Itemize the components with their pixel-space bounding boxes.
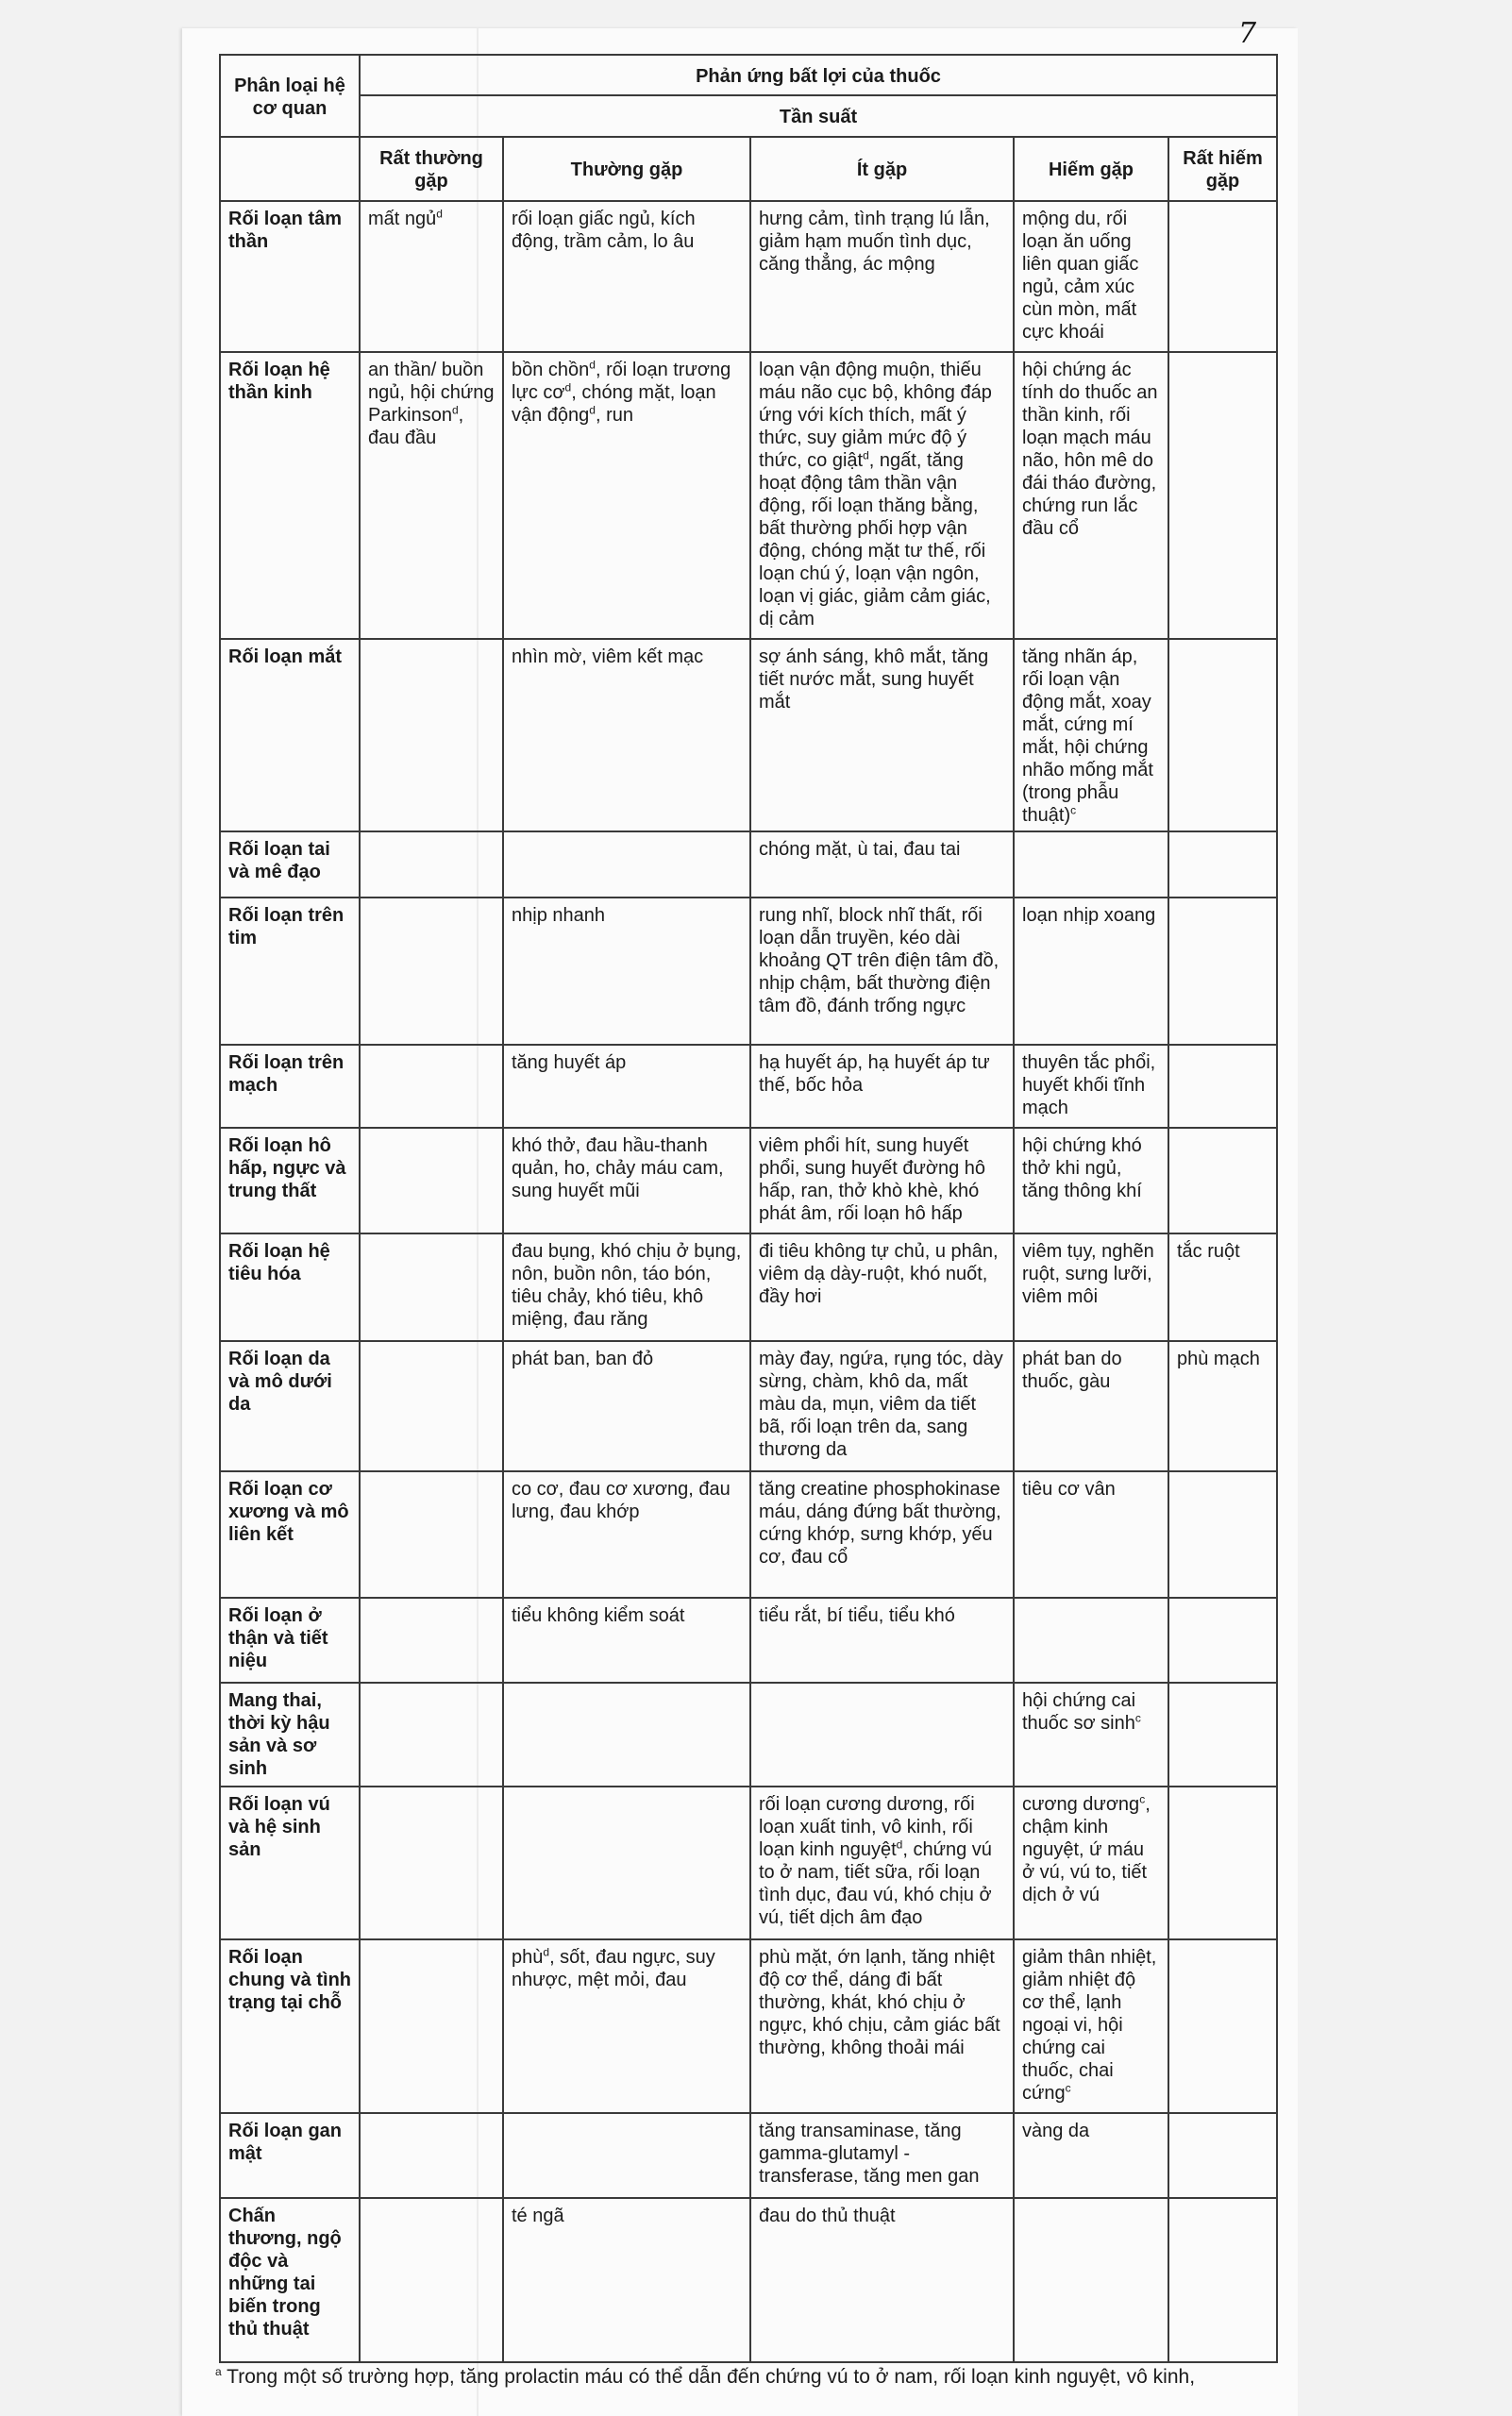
cell-text: , chậm kinh nguyệt, ứ máu ở vú, vú to, tiết dịch ở vú (1022, 1794, 1151, 1905)
organ-class-cell: Rối loạn hệ thần kinh (220, 352, 360, 639)
cell-text: loạn vận động muộn, thiếu máu não cục bộ, không đáp ứng với kích thích, mất ý thức, suy giảm mức độ ý thức, co giật (759, 360, 992, 471)
organ-class-cell: Mang thai, thời kỳ hậu sản và sơ sinh (220, 1683, 360, 1787)
very-common-cell (360, 1598, 503, 1683)
cell-text: loạn nhịp xoang (1022, 905, 1156, 926)
very-rare-cell (1168, 1128, 1277, 1233)
very-common-cell (360, 1233, 503, 1341)
rare-cell (1014, 898, 1168, 1045)
very-rare-cell (1168, 898, 1277, 1045)
common-cell (503, 2198, 750, 2362)
cell-text: khó thở, đau hầu-thanh quản, ho, chảy máu cam, sung huyết mũi (512, 1135, 724, 1201)
organ-class-cell: Rối loạn da và mô dưới da (220, 1341, 360, 1471)
organ-class-cell: Rối loạn trên tim (220, 898, 360, 1045)
very-rare-cell (1168, 201, 1277, 352)
footnote (215, 2365, 1291, 2390)
common-cell (503, 201, 750, 352)
rare-cell (1014, 352, 1168, 639)
common-cell (503, 1683, 750, 1787)
cell-text: cương dương (1022, 1794, 1140, 1815)
cell-text: giảm thân nhiệt, giảm nhiệt độ cơ thể, lạnh ngoại vi, hội chứng cai thuốc, chai cứng (1022, 1947, 1157, 2104)
cell-text: nhìn mờ, viêm kết mạc (512, 646, 704, 667)
footnote-text: Trong một số trường hợp, tăng prolactin máu có thể dẫn đến chứng vú to ở nam, rối loạn kinh nguyệt, vô kinh, (227, 2366, 1196, 2388)
organ-class-cell: Chấn thương, ngộ độc và những tai biến trong thủ thuật (220, 2198, 360, 2362)
cell-text: hội chứng ác tính do thuốc an thần kinh, rối loạn mạch máu não, hôn mê do đái tháo đường, chứng run lắc đầu cổ (1022, 360, 1158, 539)
very-common-cell (360, 2198, 503, 2362)
rare-cell (1014, 831, 1168, 898)
footnote-marker: a (215, 2365, 222, 2378)
cell-text: tiêu cơ vân (1022, 1479, 1116, 1500)
very-common-cell (360, 639, 503, 831)
very-rare-cell (1168, 1939, 1277, 2113)
cell-text: tăng transaminase, tăng gamma-glutamyl -transferase, tăng men gan (759, 2121, 980, 2187)
footnote-ref: c (1065, 2081, 1071, 2095)
common-cell (503, 352, 750, 639)
cell-text: té ngã (512, 2206, 564, 2226)
footnote-ref: c (1139, 1792, 1146, 1806)
footnote-ref: d (589, 358, 596, 372)
cell-text: , rối loạn trương lực cơ (512, 360, 731, 403)
uncommon-cell (750, 1598, 1014, 1683)
organ-class-cell: Rối loạn tâm thần (220, 201, 360, 352)
header-very-rare: Rất hiếm gặp (1168, 137, 1277, 201)
organ-class-cell: Rối loạn trên mạch (220, 1045, 360, 1128)
table-row (220, 1045, 1277, 1128)
table-body (220, 201, 1277, 2362)
organ-class-cell: Rối loạn ở thận và tiết niệu (220, 1598, 360, 1683)
cell-text: sợ ánh sáng, khô mắt, tăng tiết nước mắt, sung huyết mắt (759, 646, 989, 713)
table-row (220, 1598, 1277, 1683)
very-common-cell (360, 898, 503, 1045)
rare-cell (1014, 2198, 1168, 2362)
very-rare-cell (1168, 1787, 1277, 1939)
cell-text: phù mạch (1177, 1349, 1260, 1369)
uncommon-cell (750, 1341, 1014, 1471)
uncommon-cell (750, 639, 1014, 831)
page-number-mark: 7 (1238, 17, 1257, 50)
table-row (220, 1471, 1277, 1598)
cell-text: mộng du, rối loạn ăn uống liên quan giấc ngủ, cảm xúc cùn mòn, mất cực khoái (1022, 209, 1139, 343)
uncommon-cell (750, 352, 1014, 639)
very-common-cell (360, 1683, 503, 1787)
common-cell (503, 1598, 750, 1683)
cell-text: đi tiêu không tự chủ, u phân, viêm dạ dày-ruột, khó nuốt, đầy hơi (759, 1241, 999, 1307)
very-rare-cell (1168, 1341, 1277, 1471)
header-adr: Phản ứng bất lợi của thuốc (360, 55, 1277, 95)
very-common-cell (360, 1045, 503, 1128)
organ-class-cell: Rối loạn cơ xương và mô liên kết (220, 1471, 360, 1598)
very-common-cell (360, 201, 503, 352)
cell-text: chóng mặt, ù tai, đau tai (759, 839, 961, 860)
uncommon-cell (750, 1045, 1014, 1128)
uncommon-cell (750, 1939, 1014, 2113)
rare-cell (1014, 1683, 1168, 1787)
very-rare-cell (1168, 1045, 1277, 1128)
very-rare-cell (1168, 1233, 1277, 1341)
cell-text: tiểu không kiểm soát (512, 1605, 685, 1626)
table-row (220, 639, 1277, 831)
uncommon-cell (750, 1683, 1014, 1787)
cell-text: , chóng mặt, loạn vận động (512, 382, 716, 426)
rare-cell (1014, 1128, 1168, 1233)
uncommon-cell (750, 1471, 1014, 1598)
uncommon-cell (750, 898, 1014, 1045)
footnote-ref: d (564, 380, 572, 394)
cell-text: mày đay, ngứa, rụng tóc, dày sừng, chàm, khô da, mất màu da, mụn, viêm da tiết bã, rối loạn trên da, sang thương da (759, 1349, 1003, 1460)
cell-text: rối loạn cương dương, rối loạn xuất tinh, vô kinh, rối loạn kinh nguyệt (759, 1794, 975, 1860)
rare-cell (1014, 1471, 1168, 1598)
uncommon-cell (750, 201, 1014, 352)
very-common-cell (360, 831, 503, 898)
cell-text: rung nhĩ, block nhĩ thất, rối loạn dẫn truyền, kéo dài khoảng QT trên điện tâm đồ, nhịp chậm, bất thường điện tâm đồ, đánh trống ngực (759, 905, 1000, 1016)
organ-class-cell: Rối loạn chung và tình trạng tại chỗ (220, 1939, 360, 2113)
common-cell (503, 1045, 750, 1128)
footnote-ref: d (436, 207, 443, 221)
very-rare-cell (1168, 1598, 1277, 1683)
cell-text: rối loạn giấc ngủ, kích động, trầm cảm, lo âu (512, 209, 696, 252)
cell-text: phát ban, ban đỏ (512, 1349, 654, 1369)
very-common-cell (360, 1787, 503, 1939)
very-rare-cell (1168, 2198, 1277, 2362)
header-rare: Hiếm gặp (1014, 137, 1168, 201)
rare-cell (1014, 201, 1168, 352)
uncommon-cell (750, 2198, 1014, 2362)
cell-text: , sốt, đau ngực, suy nhược, mệt mỏi, đau (512, 1947, 715, 1990)
cell-text: đau do thủ thuật (759, 2206, 896, 2226)
cell-text: phù (512, 1947, 544, 1968)
cell-text: đau bụng, khó chịu ở bụng, nôn, buồn nôn, táo bón, tiêu chảy, khó tiêu, khô miệng, đau răng (512, 1241, 742, 1330)
very-common-cell (360, 1939, 503, 2113)
very-rare-cell (1168, 2113, 1277, 2198)
cell-text: hội chứng cai thuốc sơ sinh (1022, 1690, 1136, 1734)
very-rare-cell (1168, 352, 1277, 639)
footnote-ref: d (896, 1837, 903, 1852)
cell-text: , chứng vú to ở nam, tiết sữa, rối loạn tình dục, đau vú, khó chịu ở vú, tiết dịch âm đạo (759, 1839, 992, 1928)
table-row (220, 1341, 1277, 1471)
uncommon-cell (750, 831, 1014, 898)
very-rare-cell (1168, 831, 1277, 898)
common-cell (503, 639, 750, 831)
rare-cell (1014, 1787, 1168, 1939)
common-cell (503, 1233, 750, 1341)
organ-class-cell: Rối loạn mắt (220, 639, 360, 831)
very-common-cell (360, 1471, 503, 1598)
rare-cell (1014, 1939, 1168, 2113)
cell-text: vàng da (1022, 2121, 1090, 2141)
footnote-ref: c (1134, 1711, 1141, 1725)
organ-class-cell: Rối loạn gan mật (220, 2113, 360, 2198)
common-cell (503, 831, 750, 898)
table-row (220, 1233, 1277, 1341)
table-row (220, 352, 1277, 639)
table-row (220, 831, 1277, 898)
cell-text: nhịp nhanh (512, 905, 605, 926)
common-cell (503, 1128, 750, 1233)
cell-text: tăng creatine phosphokinase máu, dáng đứng bất thường, cứng khớp, sưng khớp, yếu cơ, đau cổ (759, 1479, 1001, 1568)
rare-cell (1014, 1045, 1168, 1128)
cell-text: tăng huyết áp (512, 1052, 627, 1073)
very-rare-cell (1168, 1683, 1277, 1787)
organ-class-cell: Rối loạn hệ tiêu hóa (220, 1233, 360, 1341)
cell-text: mất ngủ (368, 209, 437, 229)
rare-cell (1014, 1233, 1168, 1341)
cell-text: phù mặt, ớn lạnh, tăng nhiệt độ cơ thể, dáng đi bất thường, khát, khó chịu ở ngực, khó chịu, cảm giác bất thường, không thoải mái (759, 1947, 1000, 2058)
organ-class-cell: Rối loạn hô hấp, ngực và trung thất (220, 1128, 360, 1233)
rare-cell (1014, 1598, 1168, 1683)
cell-text: tắc ruột (1177, 1241, 1240, 1262)
cell-text: viêm phổi hít, sung huyết phổi, sung huyết đường hô hấp, ran, thở khò khè, khó phát âm, rối loạn hô hấp (759, 1135, 986, 1224)
adverse-reactions-table (219, 54, 1278, 2363)
footnote-ref: d (863, 448, 869, 462)
cell-text: phát ban do thuốc, gàu (1022, 1349, 1122, 1392)
header-uncommon: Ít gặp (750, 137, 1014, 201)
cell-text: viêm tụy, nghẽn ruột, sưng lưỡi, viêm môi (1022, 1241, 1154, 1307)
very-common-cell (360, 1341, 503, 1471)
table-row (220, 1939, 1277, 2113)
header-common: Thường gặp (503, 137, 750, 201)
uncommon-cell (750, 1787, 1014, 1939)
very-common-cell (360, 1128, 503, 1233)
table-row (220, 2198, 1277, 2362)
common-cell (503, 2113, 750, 2198)
header-frequency: Tần suất (360, 95, 1277, 137)
table-row (220, 1787, 1277, 1939)
common-cell (503, 1939, 750, 2113)
common-cell (503, 1341, 750, 1471)
table-row (220, 1683, 1277, 1787)
header-organ-class: Phân loại hệ cơ quan (220, 55, 360, 137)
organ-class-cell: Rối loạn tai và mê đạo (220, 831, 360, 898)
common-cell (503, 1471, 750, 1598)
cell-text: an thần/ buồn ngủ, hội chứng Parkinson (368, 360, 495, 426)
uncommon-cell (750, 1128, 1014, 1233)
cell-text: co cơ, đau cơ xương, đau lưng, đau khớp (512, 1479, 731, 1522)
cell-text: tiểu rắt, bí tiểu, tiểu khó (759, 1605, 955, 1626)
table-row (220, 2113, 1277, 2198)
footnote-ref: d (543, 1945, 550, 1959)
rare-cell (1014, 639, 1168, 831)
cell-text: hạ huyết áp, hạ huyết áp tư thế, bốc hỏa (759, 1052, 990, 1096)
uncommon-cell (750, 2113, 1014, 2198)
very-common-cell (360, 2113, 503, 2198)
very-common-cell (360, 352, 503, 639)
footnote-ref: d (589, 403, 596, 417)
cell-text: bồn chồn (512, 360, 590, 380)
cell-text: , đau đầu (368, 405, 464, 448)
header-very-common: Rất thường gặp (360, 137, 503, 201)
cell-text: , run (595, 405, 634, 426)
cell-text: hội chứng khó thở khi ngủ, tăng thông khí (1022, 1135, 1142, 1201)
cell-text: , ngất, tăng hoạt động tâm thần vận động, rối loạn thăng bằng, bất thường phối hợp vận động, chóng mặt tư thế, rối loạn chú ý, loạn vận ngôn, loạn vị giác, giảm cảm giác, dị cảm (759, 450, 991, 629)
rare-cell (1014, 2113, 1168, 2198)
common-cell (503, 1787, 750, 1939)
cell-text: tăng nhãn áp, rối loạn vận động mắt, xoay mắt, cứng mí mắt, hội chứng nhão mống mắt (trong phẫu thuật) (1022, 646, 1153, 826)
table-row (220, 898, 1277, 1045)
very-rare-cell (1168, 1471, 1277, 1598)
very-rare-cell (1168, 639, 1277, 831)
table-row (220, 201, 1277, 352)
organ-class-cell: Rối loạn vú và hệ sinh sản (220, 1787, 360, 1939)
rare-cell (1014, 1341, 1168, 1471)
uncommon-cell (750, 1233, 1014, 1341)
common-cell (503, 898, 750, 1045)
footnote-ref: d (451, 403, 459, 417)
header-empty (220, 137, 360, 201)
table-row (220, 1128, 1277, 1233)
cell-text: thuyên tắc phổi, huyết khối tĩnh mạch (1022, 1052, 1156, 1118)
cell-text: hưng cảm, tình trạng lú lẫn, giảm hạm muốn tình dục, căng thẳng, ác mộng (759, 209, 990, 275)
footnote-ref: c (1070, 803, 1077, 817)
